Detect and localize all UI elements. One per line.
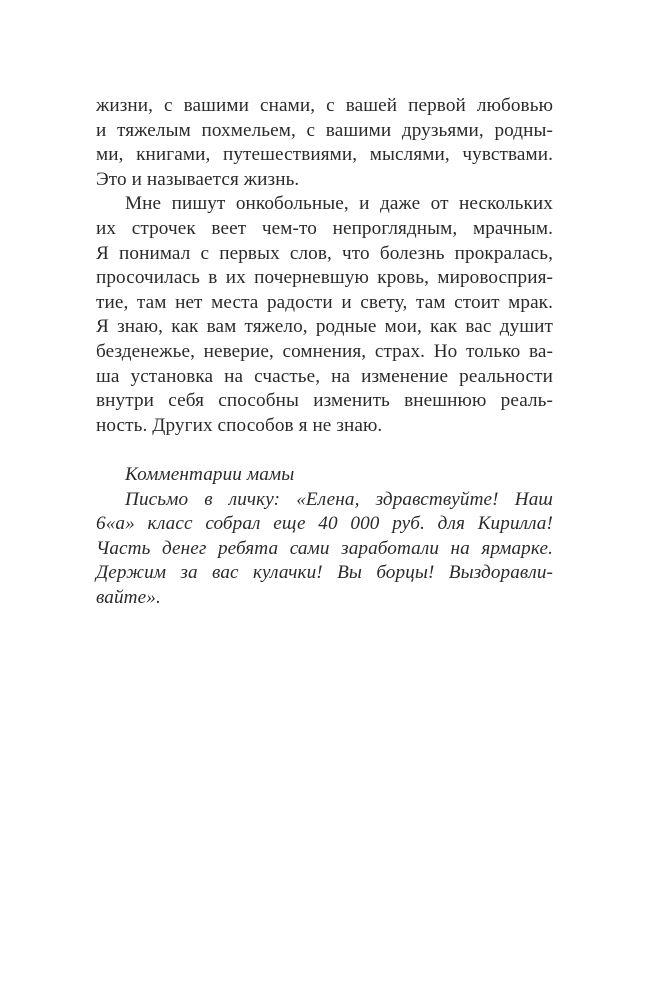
text-line: жизни, с вашими снами, с вашей первой любовью	[96, 95, 553, 116]
section-heading-mom-comments	[96, 463, 553, 488]
text-line: вайте».	[96, 586, 161, 608]
text-line: Письмо в личку: «Елена, здравствуйте! Наш	[125, 488, 553, 510]
heading-line: Комментарии мамы	[125, 463, 295, 485]
text-line: Это и называется жизнь.	[96, 168, 300, 190]
paragraph-spacer	[96, 438, 553, 463]
text-line: их строчек веет чем-то непроглядным, мрачным.	[96, 217, 553, 239]
text-line: тие, там нет места радости и свету, там стоит мрак.	[96, 291, 553, 313]
text-line: Я понимал с первых слов, что болезнь прокралась,	[96, 242, 553, 264]
text-line: ность. Других способов я не знаю.	[96, 414, 383, 436]
text-line: и тяжелым похмельем, с вашими друзьями, родны-	[96, 119, 553, 141]
text-line: безденежье, неверие, сомнения, страх. Но только ва-	[96, 340, 553, 362]
paragraph-private-message	[96, 488, 553, 611]
paragraph-oncology-letters	[96, 192, 553, 438]
paragraph-life	[96, 94, 553, 192]
text-line: Держим за вас кулачки! Вы борцы! Выздоравли-	[96, 562, 553, 584]
text-line: Мне пишут онкобольные, и даже от нескольких	[125, 193, 553, 215]
text-line: ми, книгами, путешествиями, мыслями, чувствами.	[96, 144, 553, 166]
text-line: просочилась в их почерневшую кровь, мировосприя-	[96, 267, 553, 289]
text-line: ша установка на счастье, на изменение реальности	[96, 365, 553, 387]
text-line: 6«а» класс собрал еще 40 000 руб. для Кирилла!	[96, 513, 553, 535]
text-line: внутри себя способны изменить внешнюю реаль-	[96, 390, 553, 412]
text-line: Я знаю, как вам тяжело, родные мои, как вас душит	[96, 316, 553, 338]
book-page	[96, 94, 553, 610]
text-line: Часть денег ребята сами заработали на ярмарке.	[96, 537, 553, 559]
